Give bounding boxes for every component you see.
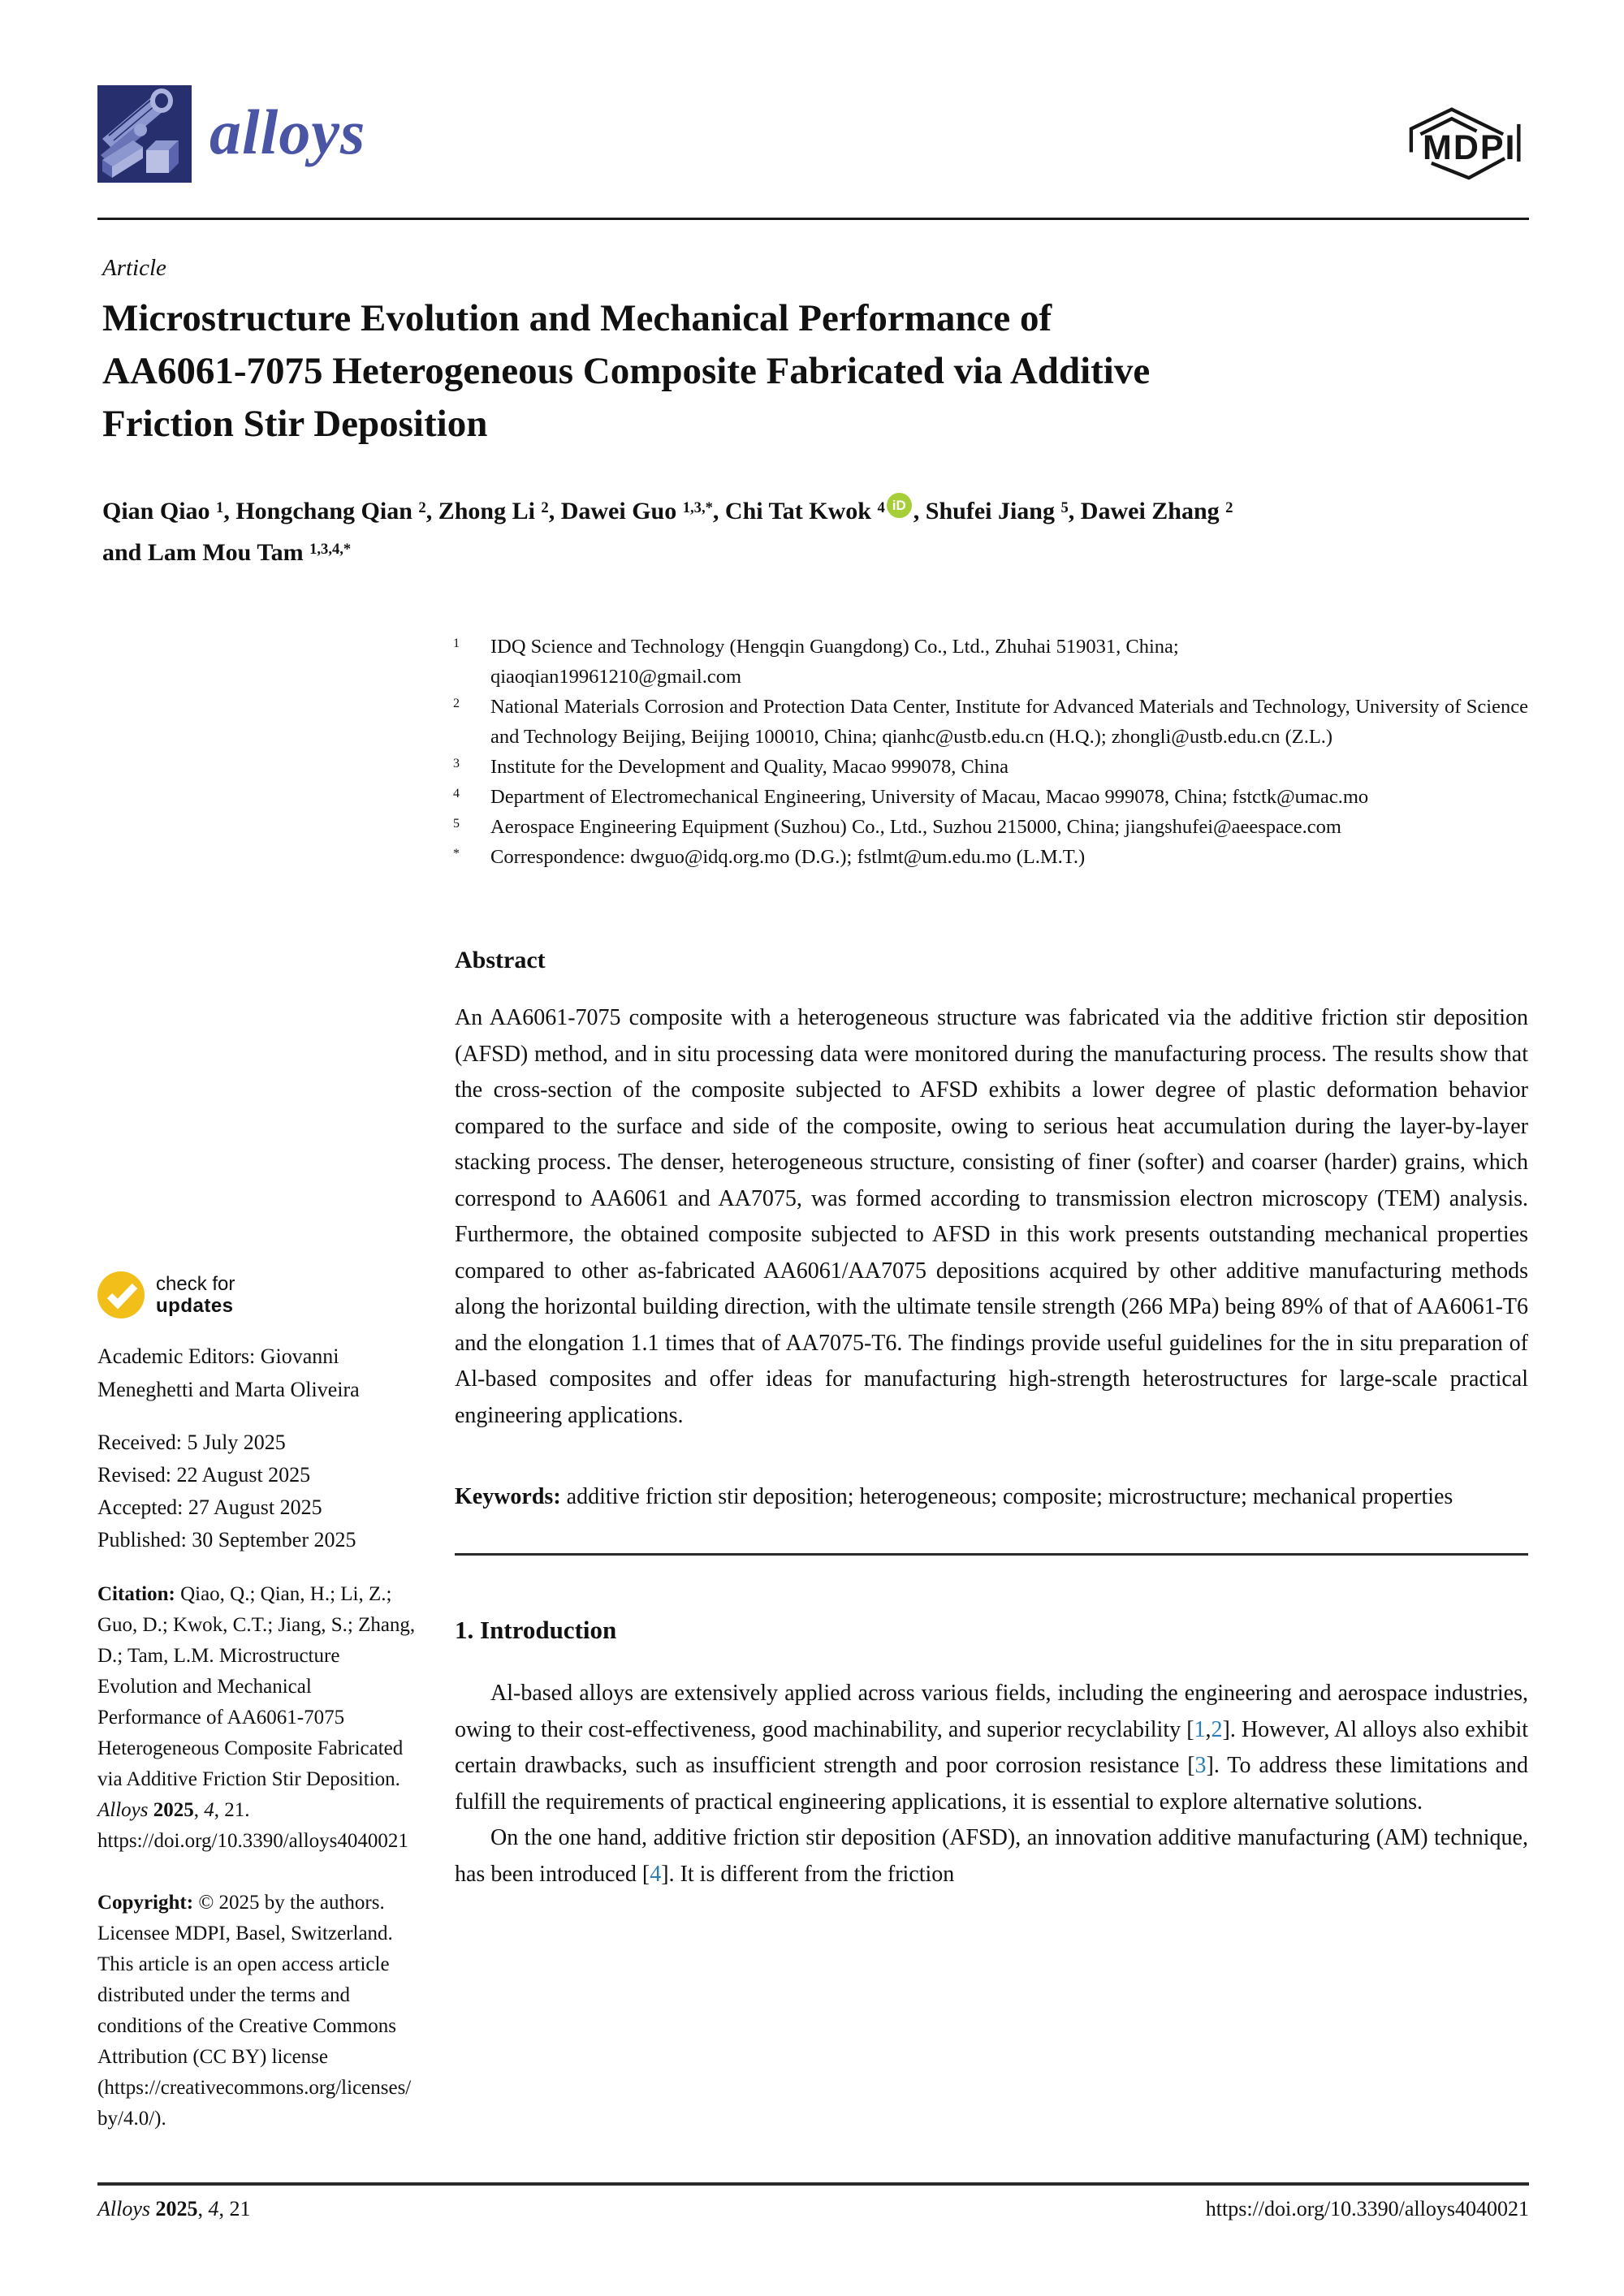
- published-date: Published: 30 September 2025: [97, 1528, 356, 1552]
- affiliation-marker: 4: [453, 787, 460, 801]
- affiliation-text: Institute for the Development and Quality, Macao 999078, China: [490, 756, 1009, 778]
- header-divider: [97, 218, 1529, 220]
- intro-paragraph-1: Al-based alloys are extensively applied across various fields, including the engineering and aerospace industries, owing to their cost-effectiveness, good machinability, and superior recyclability [1,2]. However, Al alloys also exhibit certain drawbacks, such as insufficient strength and poor corrosion resistance [3]. To address these limitations and fulfill the requirements of practical engineering applications, it is essential to explore alternative solutions.: [455, 1681, 1529, 1815]
- page-title: Microstructure Evolution and Mechanical Performance of AA6061-7075 Heterogeneous Composite Fabricated via Additive Friction Stir Deposition: [102, 297, 1151, 445]
- affiliation-marker: 5: [453, 817, 460, 831]
- alloys-journal-logo: [97, 85, 192, 183]
- affiliation-row: [453, 842, 1528, 872]
- citation-ref-link[interactable]: 3: [1194, 1753, 1207, 1778]
- check-for-updates-label: [156, 1273, 235, 1317]
- main-column: [455, 947, 1528, 1892]
- authors-line: Qian Qiao $^1$, Hongchang Qian $^2$, Zhong Li $^2$, Dawei Guo $^{1,3,*}$, Chi Tat Kwok $^4$ iD , Shufei Jiang $^5$, Dawei Zhang $^2$ and Lam Mou Tam $^{1,3,4,*}$: [102, 492, 1531, 575]
- keywords-text: additive friction stir deposition; heterogeneous; composite; microstructure; mechanical properties: [560, 1484, 1453, 1509]
- abstract-heading: Abstract: [455, 947, 546, 973]
- sidebar: [97, 1271, 416, 2134]
- section-heading-introduction: 1. Introduction: [455, 1616, 617, 1644]
- citation-ref-link[interactable]: 1: [1194, 1716, 1206, 1742]
- citation-block: Citation: Qiao, Q.; Qian, H.; Li, Z.; Guo, D.; Kwok, C.T.; Jiang, S.; Zhang, D.; Tam, L.M. Microstructure Evolution and Mechanical Performance of AA6061-7075 Heterogeneous Composite Fabricated via Additive Friction Stir Deposition. Alloys 2025, 4, 21. https://doi.org/10.3390/alloys4040021: [97, 1583, 416, 1852]
- received-date: Received: 5 July 2025: [97, 1431, 286, 1454]
- intro-paragraph-2: On the one hand, additive friction stir deposition (AFSD), an innovation additive manufacturing (AM) technique, has been introduced [4]. It is different from the friction: [455, 1825, 1528, 1887]
- affiliation-text: Department of Electromechanical Engineering, University of Macau, Macao 999078, China; fstctk@umac.mo: [490, 786, 1369, 808]
- article-type-label: Article: [102, 255, 166, 281]
- accepted-date: Accepted: 27 August 2025: [97, 1495, 322, 1519]
- affiliation-row: [453, 782, 1528, 812]
- keywords-line: [455, 1478, 1528, 1516]
- affiliations-list: [453, 632, 1528, 872]
- affiliation-row: [453, 692, 1528, 752]
- keywords-divider: [455, 1553, 1528, 1556]
- copyright-block: Copyright: © 2025 by the authors. Licensee MDPI, Basel, Switzerland. This article is an open access article distributed under the terms and conditions of the Creative Commons Attribution (CC BY) license (https://creativecommons.org/licenses/by/4.0/).: [97, 1892, 412, 2130]
- correspondence-text: Correspondence: dwguo@idq.org.mo (D.G.); fstlmt@um.edu.mo (L.M.T.): [490, 846, 1086, 868]
- footer-divider: [97, 2182, 1529, 2186]
- affiliation-text: Aerospace Engineering Equipment (Suzhou) Co., Ltd., Suzhou 215000, China; jiangshufei@aeespace.com: [490, 816, 1341, 838]
- keywords-label: Keywords:: [455, 1484, 561, 1509]
- affiliation-marker: 3: [453, 757, 460, 770]
- orcid-icon[interactable]: iD: [887, 493, 912, 518]
- citation-ref-link[interactable]: 2: [1211, 1716, 1223, 1742]
- journal-wordmark: alloys: [209, 97, 366, 167]
- abstract-text: An AA6061-7075 composite with a heterogeneous structure was fabricated via the additive friction stir deposition (AFSD) method, and in situ processing data were monitored during the manufacturing process. The results show that the cross-section of the composite subjected to AFSD exhibits a lower degree of plastic deformation behavior compared to the surface and side of the composite, owing to serious heat accumulation during the layer-by-layer stacking process. The denser, heterogeneous structure, consisting of finer (softer) and coarser (harder) grains, which correspond to AA6061 and AA7075, was formed according to transmission electron microscopy (TEM) analysis. Furthermore, the obtained composite subjected to AFSD in this work presents outstanding mechanical properties compared to other as-fabricated AA6061/AA7075 depositions acquired by other additive manufacturing methods along the horizontal building direction, with the ultimate tensile strength (266 MPa) being 89% of that of AA6061-T6 and the elongation 1.1 times that of AA7075-T6. The findings provide useful guidelines for the in situ preparation of Al-based composites and offer ideas for manufacturing high-strength heterostructures for large-scale practical engineering applications.: [455, 1005, 1528, 1428]
- badge-line2: updates: [156, 1295, 234, 1317]
- affiliation-marker: *: [453, 847, 460, 861]
- page-footer: [97, 2197, 1529, 2221]
- footer-journal-ref: Alloys 2025, 4, 21: [97, 2197, 251, 2220]
- affiliation-row: [453, 812, 1528, 842]
- affiliation-text: National Materials Corrosion and Protection Data Center, Institute for Advanced Materials and Technology, University of Science and Technology Beijing, Beijing 100010, China; qianhc@ustb.edu.cn (H.Q.); zhongli@ustb.edu.cn (Z.L.): [490, 696, 1528, 748]
- revised-date: Revised: 22 August 2025: [97, 1463, 311, 1487]
- badge-line1: check for: [156, 1273, 235, 1295]
- academic-editors: Academic Editors: Giovanni Meneghetti and Marta Oliveira: [97, 1344, 360, 1401]
- affiliation-row: [453, 632, 1528, 692]
- check-for-updates-badge[interactable]: [97, 1271, 416, 1318]
- footer-doi-link[interactable]: https://doi.org/10.3390/alloys4040021: [1205, 2197, 1529, 2220]
- history-dates: [97, 1426, 416, 1556]
- mdpi-logo: [1405, 102, 1530, 183]
- citation-ref-link[interactable]: 4: [650, 1861, 662, 1887]
- affiliation-marker: 1: [453, 637, 460, 650]
- mdpi-label: MDPI: [1423, 128, 1517, 167]
- affiliation-row: [453, 752, 1528, 782]
- crossmark-check-icon: [97, 1271, 145, 1318]
- affiliation-marker: 2: [453, 697, 460, 710]
- affiliation-text: IDQ Science and Technology (Hengqin Guangdong) Co., Ltd., Zhuhai 519031, China; qiaoqian19961210@gmail.com: [490, 636, 1179, 688]
